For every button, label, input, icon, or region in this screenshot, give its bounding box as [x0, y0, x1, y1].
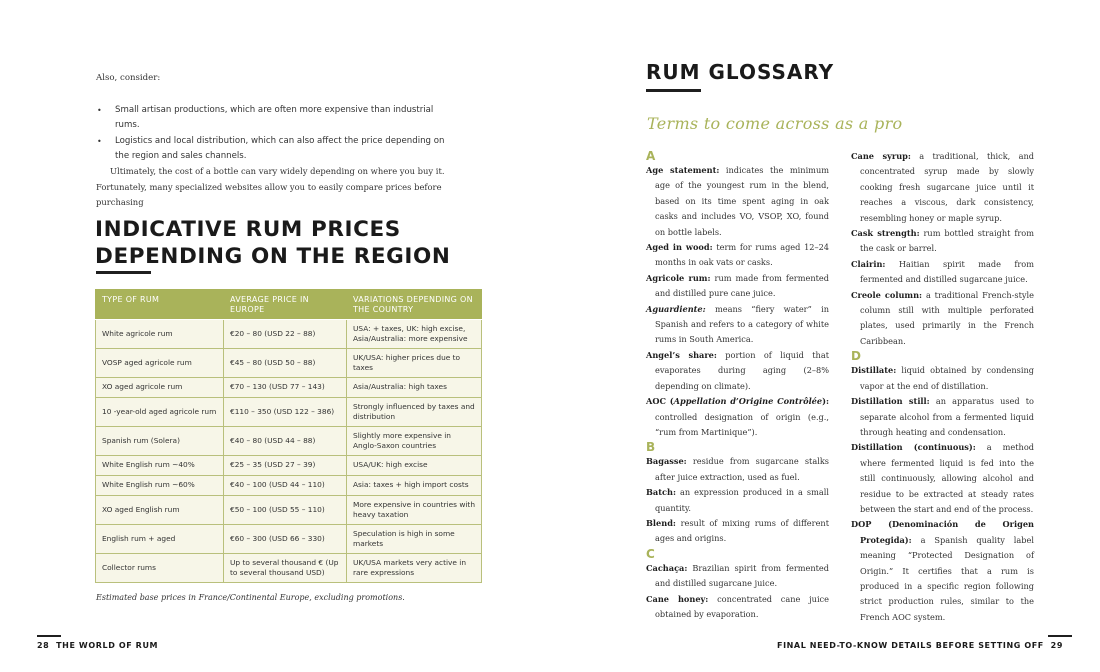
- table-cell: €50 – 100 (USD 55 – 110): [224, 496, 347, 525]
- table-row: [96, 476, 482, 496]
- page-number: 28: [37, 641, 50, 650]
- table-cell: Slightly more expensive in Anglo-Saxon countries: [347, 427, 482, 456]
- list-item: • Small artisan productions, which are often more expensive than industrial rums.: [96, 103, 456, 134]
- table-cell: Strongly influenced by taxes and distribution: [347, 398, 482, 427]
- table-cell: €70 – 130 (USD 77 – 143): [224, 378, 347, 398]
- right-page: [550, 0, 1100, 672]
- glossary-entry: Aguardiente: means “fiery water” in Spanish and refers to a category of white rums in South America.: [646, 303, 829, 345]
- letter-heading: B: [646, 440, 656, 455]
- letter-heading: D: [851, 349, 861, 364]
- table-cell: €25 – 35 (USD 27 – 39): [224, 456, 347, 476]
- glossary-entry: Cask strength: rum bottled straight from the cask or barrel.: [851, 228, 1034, 254]
- table-cell: USA: + taxes, UK: high excise, Asia/Australia: more expensive: [347, 320, 482, 349]
- glossary-title: RUM GLOSSARY: [646, 60, 835, 84]
- table-cell: White English rum ~40%: [96, 456, 224, 476]
- glossary-entry: Clairin: Haitian spirit made from fermented and distilled sugarcane juice.: [851, 258, 1035, 285]
- table-cell: €45 – 80 (USD 50 – 88): [224, 349, 347, 378]
- table-cell: €40 – 100 (USD 44 – 110): [224, 476, 347, 496]
- running-title: FINAL NEED-TO-KNOW DETAILS BEFORE SETTING OFF: [777, 641, 1044, 650]
- running-title: THE WORLD OF RUM: [56, 641, 159, 650]
- list-item: • Logistics and local distribution, which can also affect the price depending on the region and sales channels.: [96, 134, 456, 165]
- right-footer: [777, 641, 1063, 650]
- letter-heading: C: [646, 546, 655, 561]
- table-row: [96, 378, 482, 398]
- glossary-entry: Bagasse: residue from sugarcane stalks after juice extraction, used as fuel.: [646, 456, 830, 482]
- table-cell: Asia/Australia: high taxes: [347, 378, 482, 398]
- table-cell: UK/USA: higher prices due to taxes: [347, 349, 482, 378]
- page-number: 29: [1050, 641, 1063, 650]
- table-cell: Speculation is high in some markets: [347, 525, 482, 554]
- table-cell: English rum + aged: [96, 525, 224, 554]
- letter-heading: A: [646, 149, 656, 163]
- table-cell: Collector rums: [96, 554, 224, 583]
- table-cell: USA/UK: high excise: [347, 456, 482, 476]
- intro-text: Also, consider:: [96, 73, 161, 83]
- table-cell: XO aged English rum: [96, 496, 224, 525]
- table-cell: Asia: taxes + high import costs: [347, 476, 482, 496]
- table-caption: Estimated base prices in France/Continental Europe, excluding promotions.: [96, 593, 405, 602]
- price-table: [95, 289, 482, 583]
- table-cell: Up to several thousand € (Up to several thousand USD): [224, 554, 347, 583]
- glossary-subtitle: Terms to come across as a pro: [647, 114, 903, 133]
- table-cell: XO aged agricole rum: [96, 378, 224, 398]
- table-cell: White English rum ~60%: [96, 476, 224, 496]
- glossary-entry: Blend: result of mixing rums of different ages and origins.: [646, 517, 829, 544]
- glossary-column-left: [646, 149, 829, 622]
- table-cell: €20 – 80 (USD 22 – 88): [224, 320, 347, 349]
- glossary-entry: Agricole rum: rum made from fermented and distilled pure cane juice.: [646, 272, 829, 299]
- table-row: [96, 398, 482, 427]
- glossary-entry: Age statement: indicates the minimum age of the youngest rum in the blend, based on its time spent aging in oak casks and includes VO, VSOP, XO, found on bottle labels.: [646, 165, 829, 237]
- glossary-entry: Distillation still: an apparatus used to separate alcohol from a fermented liquid through heating and condensation.: [851, 396, 1034, 437]
- table-cell: Spanish rum (Solera): [96, 427, 224, 456]
- table-cell: White agricole rum: [96, 320, 224, 349]
- glossary-entry: Batch: an expression produced in a small quantity.: [646, 487, 829, 513]
- consider-list: [96, 103, 456, 165]
- table-header: VARIATIONS DEPENDING ON THE COUNTRY: [347, 290, 482, 320]
- table-row: [96, 496, 482, 525]
- footer-rule: [1048, 635, 1072, 637]
- table-row: [96, 320, 482, 349]
- table-header: AVERAGE PRICE IN EUROPE: [224, 290, 347, 320]
- glossary-entry: Angel’s share: portion of liquid that evaporates during aging (2–8% depending on climate).: [646, 349, 829, 391]
- table-row: [96, 525, 482, 554]
- table-cell: €110 – 350 (USD 122 – 386): [224, 398, 347, 427]
- glossary-entry: Aged in wood: term for rums aged 12–24 months in oak vats or casks.: [646, 242, 830, 268]
- table-row: [96, 349, 482, 378]
- table-header: TYPE OF RUM: [96, 290, 224, 320]
- glossary-entry: Distillation (continuous): a method where fermented liquid is fed into the still continuously, allowing alcohol and residue to be extracted at steady rates between the start and end of the process.: [851, 442, 1034, 514]
- footer-rule: [37, 635, 61, 637]
- left-footer: [37, 641, 158, 650]
- glossary-entry: Distillate: liquid obtained by condensing vapor at the end of distillation.: [851, 365, 1035, 391]
- table-cell: More expensive in countries with heavy taxation: [347, 496, 482, 525]
- table-row: [96, 456, 482, 476]
- glossary-entry: Cane syrup: a traditional, thick, and concentrated syrup made by slowly cooking fresh sugarcane juice until it reaches a viscous, dark consistency, resembling honey or maple syrup.: [851, 151, 1034, 223]
- table-row: [96, 427, 482, 456]
- section-title: INDICATIVE RUM PRICES DEPENDING ON THE REGION: [95, 217, 451, 269]
- glossary-entry: Cachaça: Brazilian spirit from fermented and distilled sugarcane juice.: [646, 562, 830, 589]
- table-cell: UK/USA markets very active in rare expressions: [347, 554, 482, 583]
- table-cell: VOSP aged agricole rum: [96, 349, 224, 378]
- table-row: [96, 554, 482, 583]
- glossary-entry: AOC (Appellation d’Origine Contrôlée): controlled designation of origin (e.g., “rum from Martinique”).: [646, 396, 829, 437]
- glossary-entry: DOP (Denominación de Origen Protegida): a Spanish quality label meaning “Protected Designation of Origin.” It certifies that a rum is produced in a specific region following strict production rules, similar to the French AOC system.: [851, 519, 1035, 622]
- table-cell: €40 – 80 (USD 44 – 88): [224, 427, 347, 456]
- body-paragraph: Ultimately, the cost of a bottle can vary widely depending on where you buy it. Fortunately, many specialized websites allow you to easily compare prices before purchasing: [96, 166, 445, 207]
- title-underline: [646, 89, 701, 92]
- glossary-entry: Cane honey: concentrated cane juice obtained by evaporation.: [646, 593, 829, 619]
- table-cell: 10 -year-old aged agricole rum: [96, 398, 224, 427]
- glossary-column-right: [851, 149, 1034, 625]
- table-cell: €60 – 300 (USD 66 – 330): [224, 525, 347, 554]
- title-underline: [96, 271, 151, 274]
- glossary-entry: Creole column: a traditional French-style column still with multiple perforated plates, used primarily in the French Caribbean.: [851, 289, 1034, 346]
